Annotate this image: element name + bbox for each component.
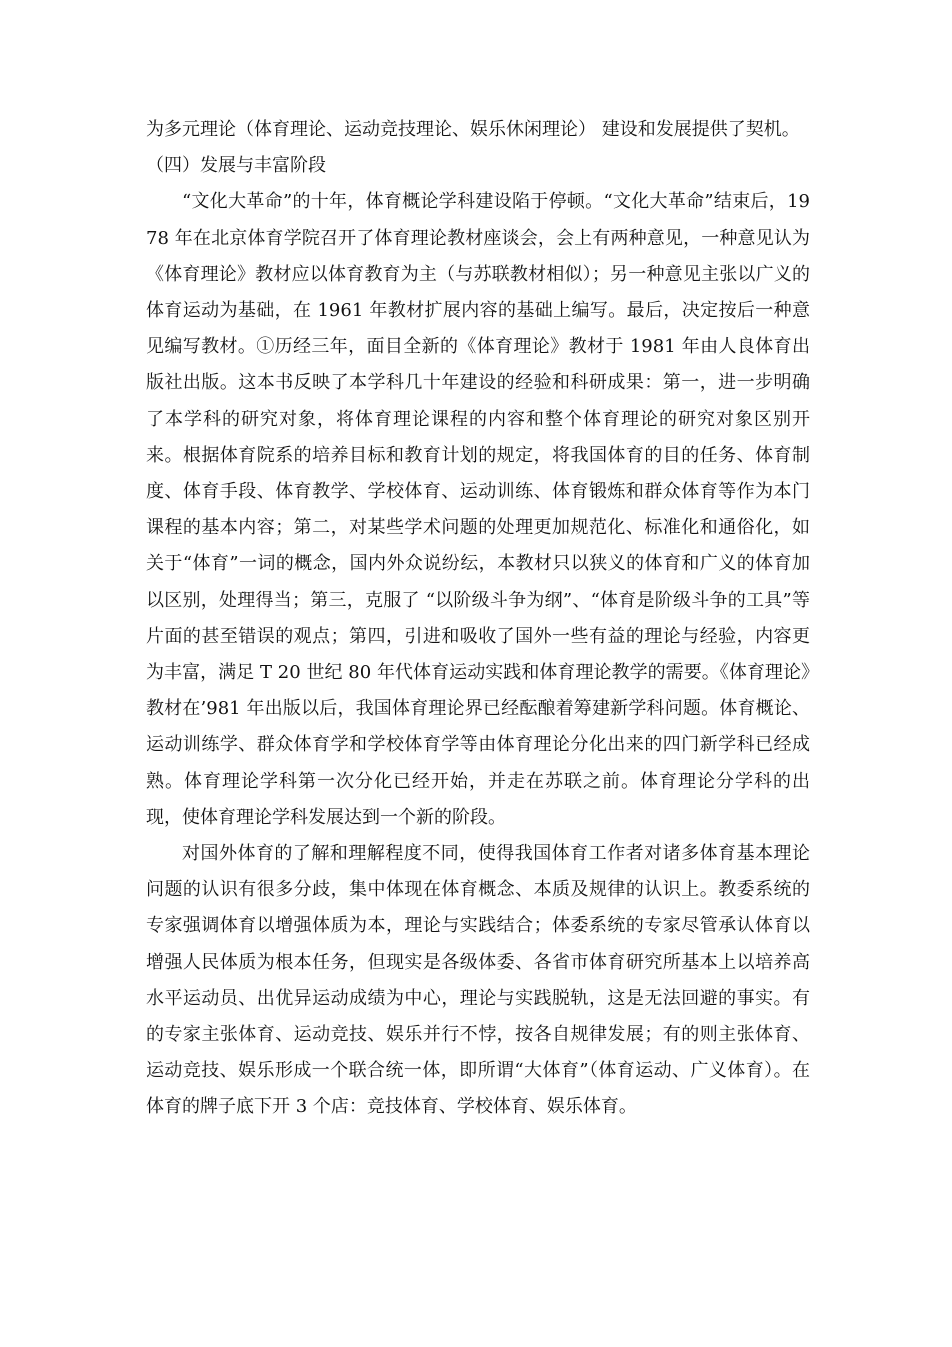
body-paragraph-development: “文化大革命”的十年，体育概论学科建设陷于停顿。“文化大革命”结束后，1978 年在北京体育学院召开了体育理论教材座谈会，会上有两种意见，一种意见认为《体育理论》教材应以体育教育为主（与苏联教材相似）；另一种意见主张以广义的体育运动为基础，在 1961 年教材扩展内容的基础上编写。最后，决定按后一种意见编写教材。①历经三年，面目全新的《体育理论》教材于 1981 年由人良体育出版社出版。这本书反映了本学科几十年建设的经验和科研成果：第一，进一步明确了本学科的研究对象，将体育理论课程的内容和整个体育理论的研究对象区别开来。根据体育院系的培养目标和教育计划的规定，将我国体育的目的任务、体育制度、体育手段、体育教学、学校体育、运动训练、体育锻炼和群众体育等作为本门课程的基本内容；第二，对某些学术问题的处理更加规范化、标准化和通俗化，如关于“体育”一词的概念，国内外众说纷纭，本教材只以狭义的体育和广义的体育加以区别，处理得当；第三，克服了 “以阶级斗争为纲”、“体育是阶级斗争的工具”等片面的甚至错误的观点；第四，引进和吸收了国外一些有益的理论与经验，内容更为丰富，满足 T 20 世纪 80 年代体育运动实践和体育理论教学的需要。《体育理论》教材在’981 年出版以后，我国体育理论界已经酝酿着筹建新学科问题。体育概论、运动训练学、群众体育学和学校体育学等由体育理论分化出来的四门新学科已经成熟。体育理论学科第一次分化已经开始，并走在苏联之前。体育理论分学科的出现，使体育理论学科发展达到一个新的阶段。 <box>146 191 810 828</box>
section-heading: （四）发展与丰富阶段 <box>146 155 326 177</box>
document-body <box>146 112 810 1126</box>
body-paragraph-divergence: 对国外体育的了解和理解程度不同，使得我国体育工作者对诸多体育基本理论问题的认识有很多分歧，集中体现在体育概念、本质及规律的认识上。教委系统的专家强调体育以增强体质为本，理论与实践结合；体委系统的专家尽管承认体育以增强人民体质为根本任务，但现实是各级体委、各省市体育研究所基本上以培养高水平运动员、出优异运动成绩为中心，理论与实践脱轨，这是无法回避的事实。有的专家主张体育、运动竞技、娱乐并行不悖，按各自规律发展；有的则主张体育、运动竞技、娱乐形成一个联合统一体，即所谓“大体育”（体育运动、广义体育）。在体育的牌子底下开 3 个店：竞技体育、学校体育、娱乐体育。 <box>146 843 810 1118</box>
continuation-paragraph: 为多元理论（体育理论、运动竞技理论、娱乐休闲理论） 建设和发展提供了契机。 <box>146 119 800 140</box>
